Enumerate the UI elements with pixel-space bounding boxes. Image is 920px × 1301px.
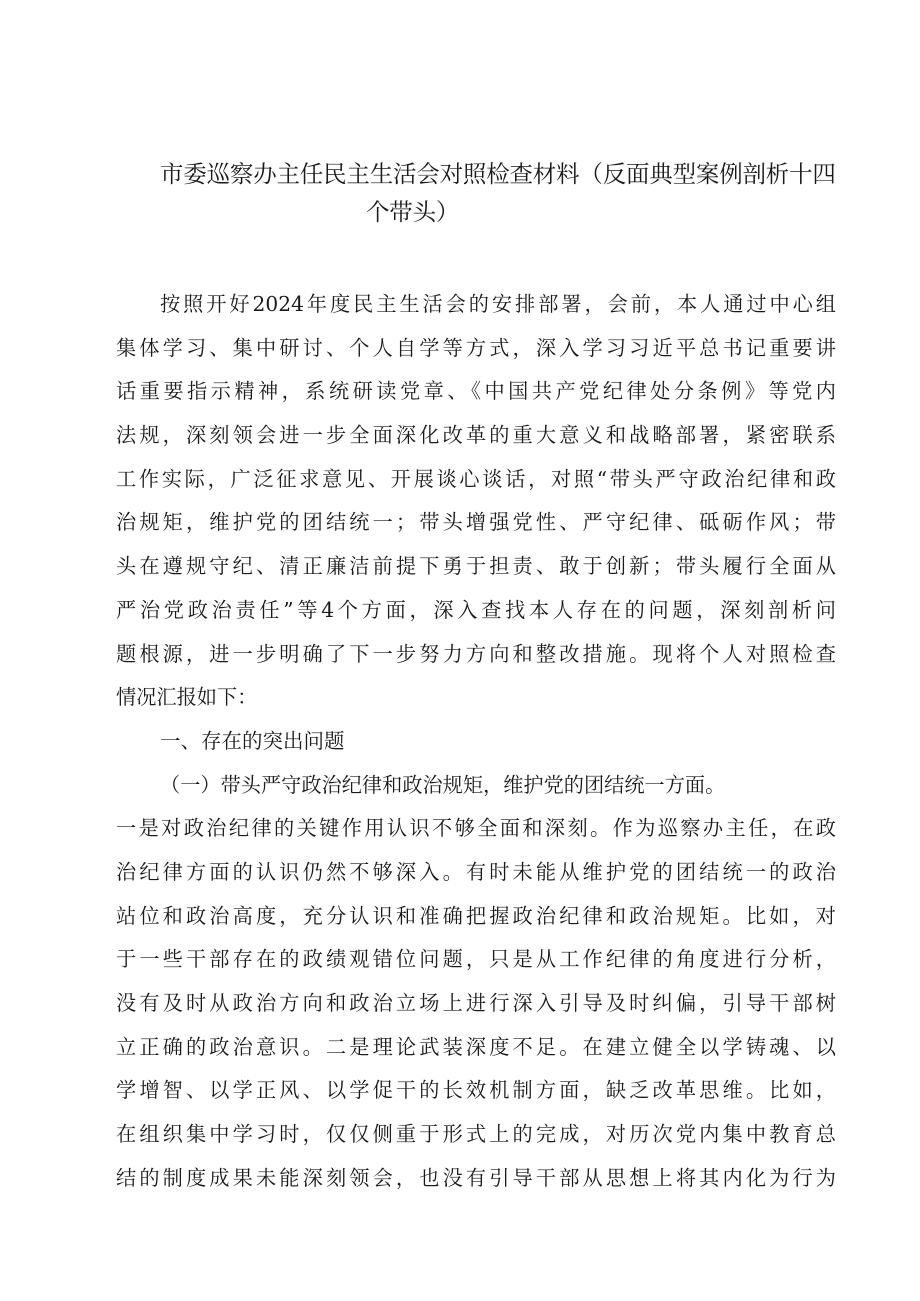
intro-line: 治规矩，维护党的团结统一；带头增强党性、严守纪律、砥砺作风；带 [116, 510, 836, 535]
document-body [116, 283, 836, 1200]
body-line: 学增智、以学正风、以学促干的长效机制方面，缺乏改革思维。比如， [116, 1078, 836, 1103]
body-line: 立正确的政治意识。二是理论武装深度不足。在建立健全以学铸魂、以 [116, 1034, 836, 1059]
body-line: 一是对政治纪律的关键作用认识不够全面和深刻。作为巡察办主任，在政 [116, 816, 836, 841]
intro-line: 法规，深刻领会进一步全面深化改革的重大意义和战略部署，紧密联系 [116, 423, 836, 448]
intro-line: 头在遵规守纪、清正廉洁前提下勇于担责、敢于创新；带头履行全面从 [116, 554, 836, 579]
body-line: 于一些干部存在的政绩观错位问题，只是从工作纪律的角度进行分析， [116, 947, 836, 972]
body-line: 治纪律方面的认识仍然不够深入。有时未能从维护党的团结统一的政治 [116, 859, 836, 884]
document-title [160, 155, 860, 231]
intro-line: 题根源，进一步明确了下一步努力方向和整改措施。现将个人对照检查 [116, 641, 836, 666]
subsection-heading: （一）带头严守政治纪律和政治规矩，维护党的团结统一方面。 [160, 772, 726, 797]
body-line: 在组织集中学习时，仅仅侧重于形式上的完成，对历次党内集中教育总 [116, 1122, 836, 1147]
document-title-line-1: 市委巡察办主任民主生活会对照检查材料（反面典型案例剖析十四 [160, 160, 836, 188]
section-heading: 一、存在的突出问题 [160, 728, 345, 753]
document-title-line-2: 个带头） [366, 198, 460, 226]
body-line: 没有及时从政治方向和政治立场上进行深入引导及时纠偏，引导干部树 [116, 991, 836, 1015]
intro-line: 工作实际，广泛征求意见、开展谈心谈话，对照“带头严守政治纪律和政 [116, 466, 836, 491]
intro-line: 按照开好2024年度民主生活会的安排部署，会前，本人通过中心组 [160, 292, 836, 316]
body-line: 站位和政治高度，充分认识和准确把握政治纪律和政治规矩。比如，对 [116, 903, 836, 928]
body-line: 结的制度成果未能深刻领会，也没有引导干部从思想上将其内化为行为 [116, 1165, 836, 1190]
intro-line: 集体学习、集中研讨、个人自学等方式，深入学习习近平总书记重要讲 [116, 335, 836, 360]
intro-line: 情况汇报如下： [116, 685, 258, 710]
intro-line: 严治党政治责任”等4个方面，深入查找本人存在的问题，深刻剖析问 [116, 597, 836, 622]
intro-line: 话重要指示精神，系统研读党章、《中国共产党纪律处分条例》等党内 [116, 379, 836, 404]
